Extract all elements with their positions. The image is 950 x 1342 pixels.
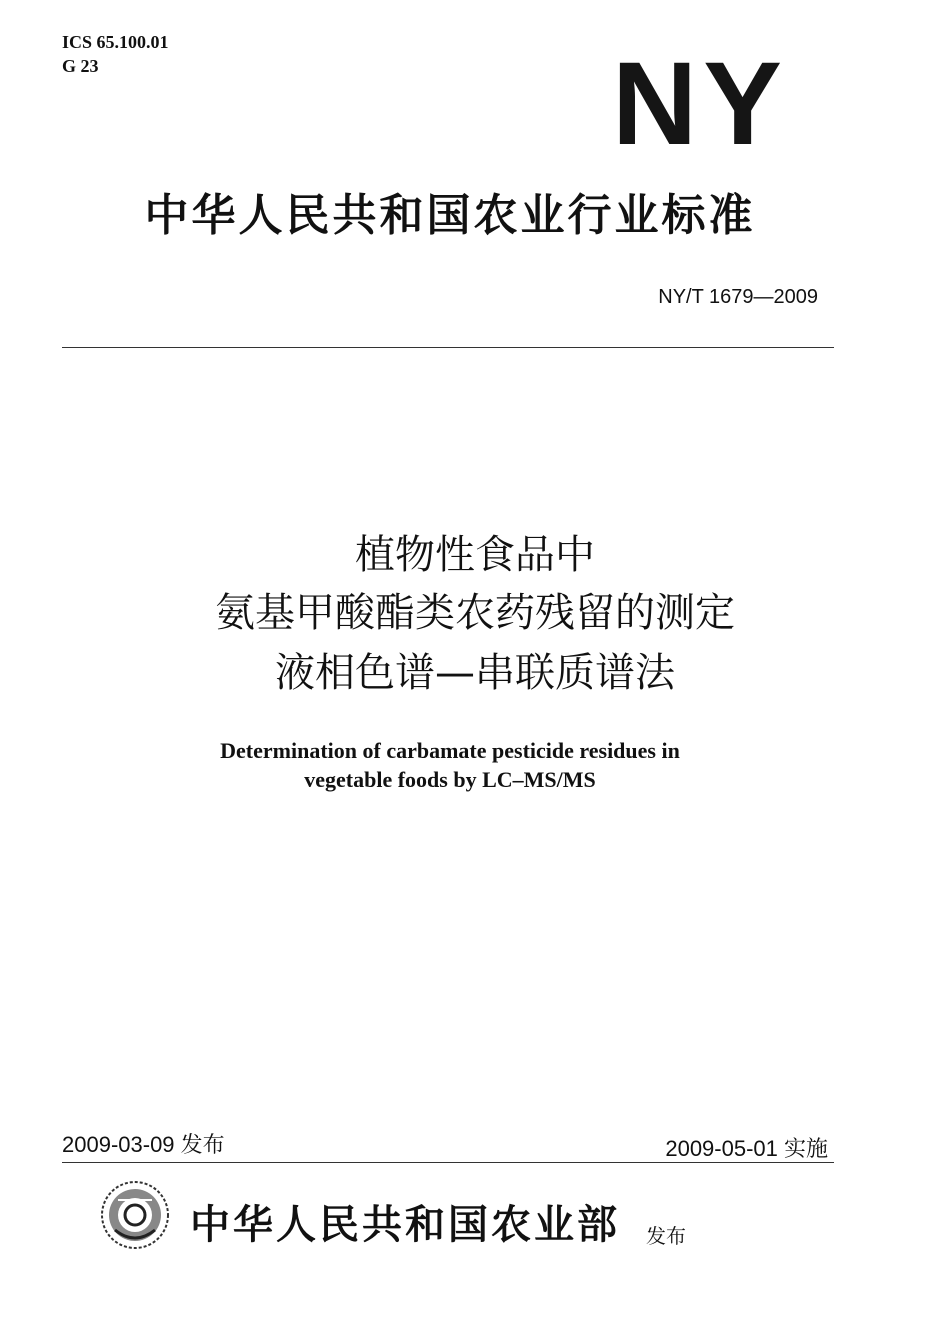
cn-title-line-1: 植物性食品中: [355, 532, 595, 578]
ccs-code: G 23: [62, 56, 99, 76]
ny-logo: NY: [612, 38, 788, 170]
issue-date: 2009-03-09 发布: [62, 1132, 225, 1157]
ministry-seal-icon: [100, 1180, 170, 1250]
standard-code: NY/T 1679—2009: [658, 286, 818, 308]
cn-title-line-3: 液相色谱—串联质谱法: [275, 650, 675, 696]
en-title-line-1: Determination of carbamate pesticide residues in: [220, 738, 680, 763]
publisher-name: 中华人民共和国农业部: [190, 1201, 620, 1248]
classification-codes: [62, 30, 169, 78]
en-title-line-2: vegetable foods by LC–MS/MS: [304, 767, 596, 792]
ics-code: ICS 65.100.01: [62, 32, 169, 52]
header-divider: [62, 347, 834, 348]
cn-title-line-2: 氨基甲酸酯类农药残留的测定: [215, 590, 735, 636]
standard-type-title: 中华人民共和国农业行业标准: [144, 190, 756, 241]
publish-label: 发布: [646, 1224, 686, 1248]
implement-date: 2009-05-01 实施: [665, 1136, 828, 1161]
footer-divider: [62, 1162, 834, 1163]
